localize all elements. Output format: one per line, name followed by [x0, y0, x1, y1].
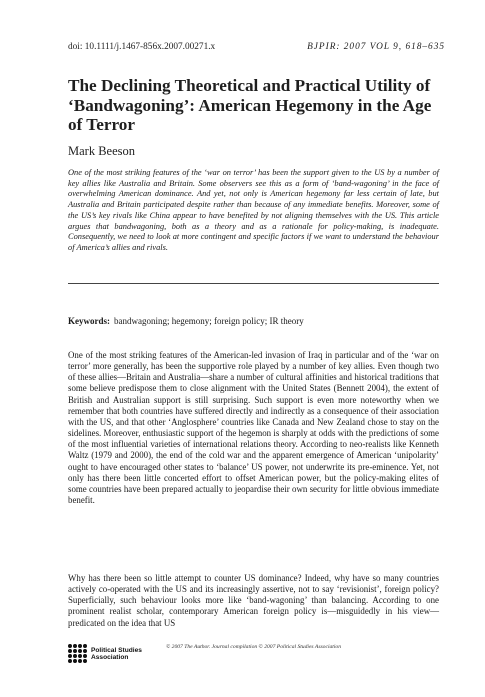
keywords-label: Keywords:	[68, 316, 110, 326]
logo-line-2: Association	[91, 654, 129, 661]
running-header	[68, 42, 445, 52]
abstract: One of the most striking features of the ‘war on terror’ has been the support given to the US by a number of key allies like Australia and Britain. Some observers see this as a form of ‘band-wagoning’ in the face of overwhelming American dominance. And yet, not only is American hegemony far less certain of late, but Australia and Britain participated despite rather than because of any immediate benefits. Moreover, some of the US’s key rivals like China appear to have benefited by not aligning themselves with the US. This article argues that bandwagoning, both as a theory and as a rationale for policy-making, is inadequate. Consequently, we need to look at more contingent and specific factors if we want to understand the behaviour of America’s allies and rivals.	[68, 168, 439, 252]
abstract-divider	[68, 283, 439, 284]
psa-logo-icon	[68, 644, 88, 664]
keywords-value: bandwagoning; hegemony; foreign policy; IR theory	[114, 316, 304, 326]
journal-citation: BJPIR: 2007 VOL 9, 618–635	[307, 42, 445, 52]
doi-text[interactable]: doi: 10.1111/j.1467-856x.2007.00271.x	[68, 42, 216, 52]
logo-line-1: Political Studies	[91, 646, 142, 654]
copyright-notice: © 2007 The Author. Journal compilation © 2007 Political Studies Association	[166, 644, 342, 650]
psa-logo	[68, 644, 142, 664]
body-paragraph-2: Why has there been so little attempt to counter US dominance? Indeed, why have so many countries actively co-operated with the US and its increasingly assertive, not to say ‘revisionist’, foreign policy? Superficially, such behaviour looks more like ‘band-wagoning’ than balancing. According to one prominent realist scholar, contemporary American foreign policy is—misguidedly in his view—predicated on the idea that US	[68, 573, 439, 628]
page-footer	[68, 642, 439, 678]
author-name: Mark Beeson	[68, 144, 135, 158]
body-paragraph-1: One of the most striking features of the American-led invasion of Iraq in particular and of the ‘war on terror’ more generally, has been the supportive role played by a number of key allies. Even though two of these allies—Britain and Australia—share a number of cultural affinities and historical traditions that some believe predispose them to close alignment with the United States (Bennett 2004), the extent of British and Australian support is still surprising. Such support is even more noteworthy when we remember that both countries have suffered directly and indirectly as a consequence of their association with the US, and that other ‘Anglosphere’ countries like Canada and New Zealand chose to stay on the sidelines. Moreover, enthusiastic support of the hegemon is sharply at odds with the predictions of some of the most influential varieties of international relations theory. According to neo-realists like Kenneth Waltz (1979 and 2000), the end of the cold war and the apparent emergence of American ‘unipolarity’ ought to have encouraged other states to ‘balance’ US power, not underwrite its pre-eminence. Yet, not only has there been little concerted effort to offset American power, but the policy-making elites of some countries have been prepared actually to jeopardise their own security for little obvious immediate benefit.	[68, 350, 439, 506]
psa-logo-text	[91, 647, 142, 662]
keywords	[68, 316, 439, 326]
article-title: The Declining Theoretical and Practical Utility of ‘Bandwagoning’: American Hegemony in the Age of Terror	[68, 76, 432, 134]
